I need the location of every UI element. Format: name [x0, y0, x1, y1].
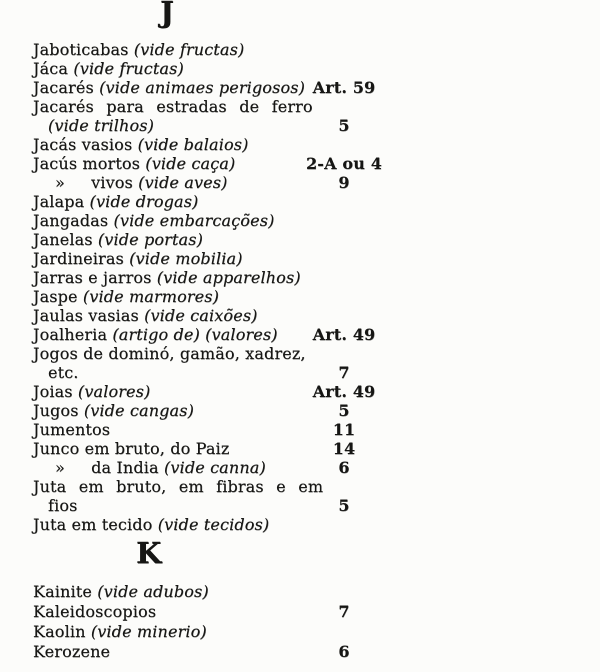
entry-label — [33, 515, 269, 534]
entry-label — [33, 59, 184, 78]
index-entry-row — [33, 59, 395, 78]
index-entry-row — [33, 477, 395, 496]
entry-label — [33, 268, 301, 287]
entry-label — [33, 582, 209, 601]
entry-label — [33, 439, 229, 458]
index-entry-row — [33, 40, 395, 59]
entry-cross-reference: (vide portas) — [97, 230, 203, 249]
entry-term: Jáca — [33, 59, 69, 78]
entry-cross-reference: (vide drogas) — [89, 192, 199, 211]
index-entry-row — [33, 154, 395, 173]
index-entry-row — [33, 306, 395, 325]
entry-cross-reference: (vide canna) — [163, 458, 266, 477]
entry-label — [33, 602, 156, 621]
index-entry-row — [33, 439, 395, 458]
entry-cross-reference: (vide caixões) — [144, 306, 258, 325]
index-entry-row — [33, 135, 395, 154]
index-entry-row — [33, 116, 395, 135]
index-entry-row — [33, 230, 395, 249]
entry-term: Jaspe — [33, 287, 78, 306]
entry-term: Jugos — [33, 401, 79, 420]
entry-tariff-value: Art. 59 — [312, 78, 376, 97]
entry-tariff-value: 5 — [338, 116, 350, 135]
entry-term: Jacarés para estradas de ferro — [33, 97, 313, 116]
entry-tariff-value: 5 — [338, 401, 350, 420]
index-entry-row — [33, 97, 395, 116]
entry-cross-reference: (vide mobilia) — [129, 249, 243, 268]
entry-term: Junco em bruto, do Paiz — [33, 439, 230, 458]
entry-label — [33, 40, 244, 59]
entry-label — [33, 306, 258, 325]
entry-label — [33, 249, 243, 268]
entry-label — [33, 496, 77, 515]
entry-label — [33, 154, 235, 173]
entry-term: Kainite — [33, 582, 92, 601]
entry-tariff-value: 7 — [338, 363, 350, 382]
entry-cross-reference: (vide animaes perigosos) — [99, 78, 305, 97]
entry-tariff-value: Art. 49 — [312, 382, 376, 401]
entry-label — [33, 401, 194, 420]
entry-cross-reference: (vide minerio) — [90, 622, 207, 641]
entry-term: Jacás vasios — [33, 135, 133, 154]
entry-tariff-value: 6 — [338, 458, 350, 477]
index-entry-row — [33, 325, 395, 344]
entry-term: Kaolin — [33, 622, 86, 641]
index-entry-row — [33, 642, 395, 662]
entry-term: Jacarés — [33, 78, 94, 97]
entry-label — [33, 97, 313, 116]
entry-label — [33, 230, 203, 249]
entry-term: Juta em tecido — [33, 515, 153, 534]
entry-label — [33, 382, 150, 401]
entry-cross-reference: (vide fructas) — [133, 40, 245, 59]
entry-label — [33, 642, 110, 661]
entry-term: Joalheria — [33, 325, 108, 344]
entry-tariff-value: 7 — [338, 602, 350, 621]
index-entry-row — [33, 78, 395, 97]
entry-label — [33, 477, 323, 496]
index-entry-row — [33, 192, 395, 211]
entry-term: » vivos — [55, 173, 133, 192]
index-list-k — [33, 582, 395, 662]
entry-label — [33, 344, 306, 363]
entry-term: Kerozene — [33, 642, 111, 661]
section-header-k: K — [136, 536, 163, 570]
index-entry-row — [33, 515, 395, 534]
index-entry-row — [33, 173, 395, 192]
entry-term: Joias — [33, 382, 73, 401]
entry-term: Janelas — [33, 230, 93, 249]
entry-term: Jardineiras — [33, 249, 124, 268]
index-entry-row — [33, 211, 395, 230]
entry-cross-reference: (vide trilhos) — [48, 116, 154, 135]
entry-cross-reference: (vide cangas) — [83, 401, 194, 420]
entry-tariff-value: 2-A ou 4 — [306, 154, 382, 173]
entry-term: » da India — [55, 458, 159, 477]
index-entry-row — [33, 344, 395, 363]
entry-tariff-value: 5 — [338, 496, 350, 515]
entry-term: Jumentos — [33, 420, 111, 439]
index-list-j — [33, 40, 395, 534]
entry-label — [33, 287, 219, 306]
entry-term: Jangadas — [33, 211, 109, 230]
index-entry-row — [33, 382, 395, 401]
entry-label — [33, 211, 274, 230]
entry-label — [33, 420, 110, 439]
index-entry-row — [33, 363, 395, 382]
entry-tariff-value: 14 — [332, 439, 356, 458]
entry-term: Jacús mortos — [33, 154, 141, 173]
entry-cross-reference: (vide balaios) — [137, 135, 249, 154]
entry-cross-reference: (vide adubos) — [97, 582, 209, 601]
entry-cross-reference: (vide tecidos) — [157, 515, 270, 534]
entry-cross-reference: (valores) — [77, 382, 151, 401]
entry-label — [33, 192, 198, 211]
index-entry-row — [33, 602, 395, 622]
entry-tariff-value: 9 — [338, 173, 350, 192]
entry-term: Jalapa — [33, 192, 85, 211]
entry-label — [33, 363, 79, 382]
entry-cross-reference: (vide fructas) — [73, 59, 184, 78]
entry-cross-reference: (artigo de) (valores) — [112, 325, 278, 344]
entry-label — [33, 78, 305, 97]
entry-cross-reference: (vide caça) — [145, 154, 236, 173]
index-entry-row — [33, 401, 395, 420]
entry-label — [33, 116, 154, 135]
index-entry-row — [33, 458, 395, 477]
section-header-j: J — [160, 0, 175, 29]
entry-term: Jarras e jarros — [33, 268, 152, 287]
entry-label — [33, 622, 207, 641]
entry-label — [33, 325, 278, 344]
entry-tariff-value: 11 — [332, 420, 356, 439]
index-entry-row — [33, 420, 395, 439]
entry-cross-reference: (vide aves) — [138, 173, 228, 192]
index-entry-row — [33, 268, 395, 287]
entry-term: Jogos de dominó, gamão, xadrez, — [33, 344, 306, 363]
index-entry-row — [33, 287, 395, 306]
entry-label — [33, 135, 249, 154]
entry-cross-reference: (vide embarcações) — [113, 211, 275, 230]
index-entry-row — [33, 582, 395, 602]
entry-label — [33, 458, 266, 477]
entry-cross-reference: (vide marmores) — [82, 287, 220, 306]
entry-term: fios — [48, 496, 78, 515]
entry-term: Jaulas vasias — [33, 306, 139, 325]
index-entry-row — [33, 622, 395, 642]
entry-term: Kaleidoscopios — [33, 602, 157, 621]
entry-term: etc. — [48, 363, 79, 382]
entry-label — [33, 173, 228, 192]
index-entry-row — [33, 496, 395, 515]
index-entry-row — [33, 249, 395, 268]
entry-tariff-value: Art. 49 — [312, 325, 376, 344]
entry-cross-reference: (vide apparelhos) — [156, 268, 301, 287]
entry-term: Jaboticabas — [33, 40, 129, 59]
entry-tariff-value: 6 — [338, 642, 350, 661]
entry-term: Juta em bruto, em fibras e em — [33, 477, 324, 496]
